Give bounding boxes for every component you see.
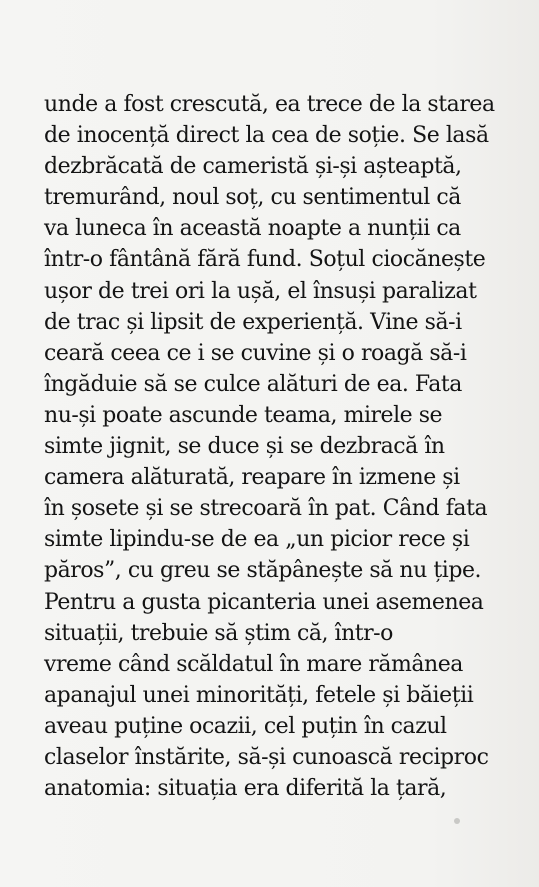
text-line: claselor înstărite, să-și cunoască reciproc — [44, 744, 489, 770]
paper-speck — [454, 818, 460, 824]
text-line: în șosete și se strecoară în pat. Când fata — [44, 496, 488, 522]
text-line: îngăduie să se culce alături de ea. Fata — [44, 371, 462, 397]
text-line: anatomia: situația era diferită la țară, — [44, 776, 447, 802]
text-line: nu-și poate ascunde teama, mirele se — [44, 402, 443, 428]
text-line: de trac și lipsit de experiență. Vine să-i — [44, 309, 462, 335]
text-line: dezbrăcată de cameristă și-și așteaptă, — [44, 154, 462, 180]
body-text — [44, 89, 514, 804]
text-line: situații, trebuie să știm că, într-o — [44, 620, 393, 646]
text-line: simte lipindu-se de ea „un picior rece și — [44, 527, 470, 553]
text-line: simte jignit, se duce și se dezbracă în — [44, 434, 445, 460]
text-line: ceară ceea ce i se cuvine și o roagă să-i — [44, 340, 467, 366]
text-line: unde a fost crescută, ea trece de la starea — [44, 92, 495, 117]
text-line: camera alăturată, reapare în izmene și — [44, 465, 460, 491]
text-line: apanajul unei minorități, fetele și băieții — [44, 682, 474, 708]
text-line: într-o fântână fără fund. Soțul ciocănește — [44, 247, 486, 273]
text-line: vreme când scăldatul în mare rămânea — [44, 651, 463, 677]
text-line: tremurând, noul soț, cu sentimentul că — [44, 185, 461, 211]
text-line: Pentru a gusta picanteria unei asemenea — [44, 589, 484, 615]
text-line: va luneca în această noapte a nunții ca — [44, 216, 461, 242]
text-line: păros”, cu greu se stăpânește să nu țipe. — [44, 558, 482, 584]
text-line: de inocență direct la cea de soție. Se lasă — [44, 123, 489, 149]
text-line: aveau puține ocazii, cel puțin în cazul — [44, 713, 447, 739]
text-line: ușor de trei ori la ușă, el însuși paralizat — [44, 278, 477, 304]
